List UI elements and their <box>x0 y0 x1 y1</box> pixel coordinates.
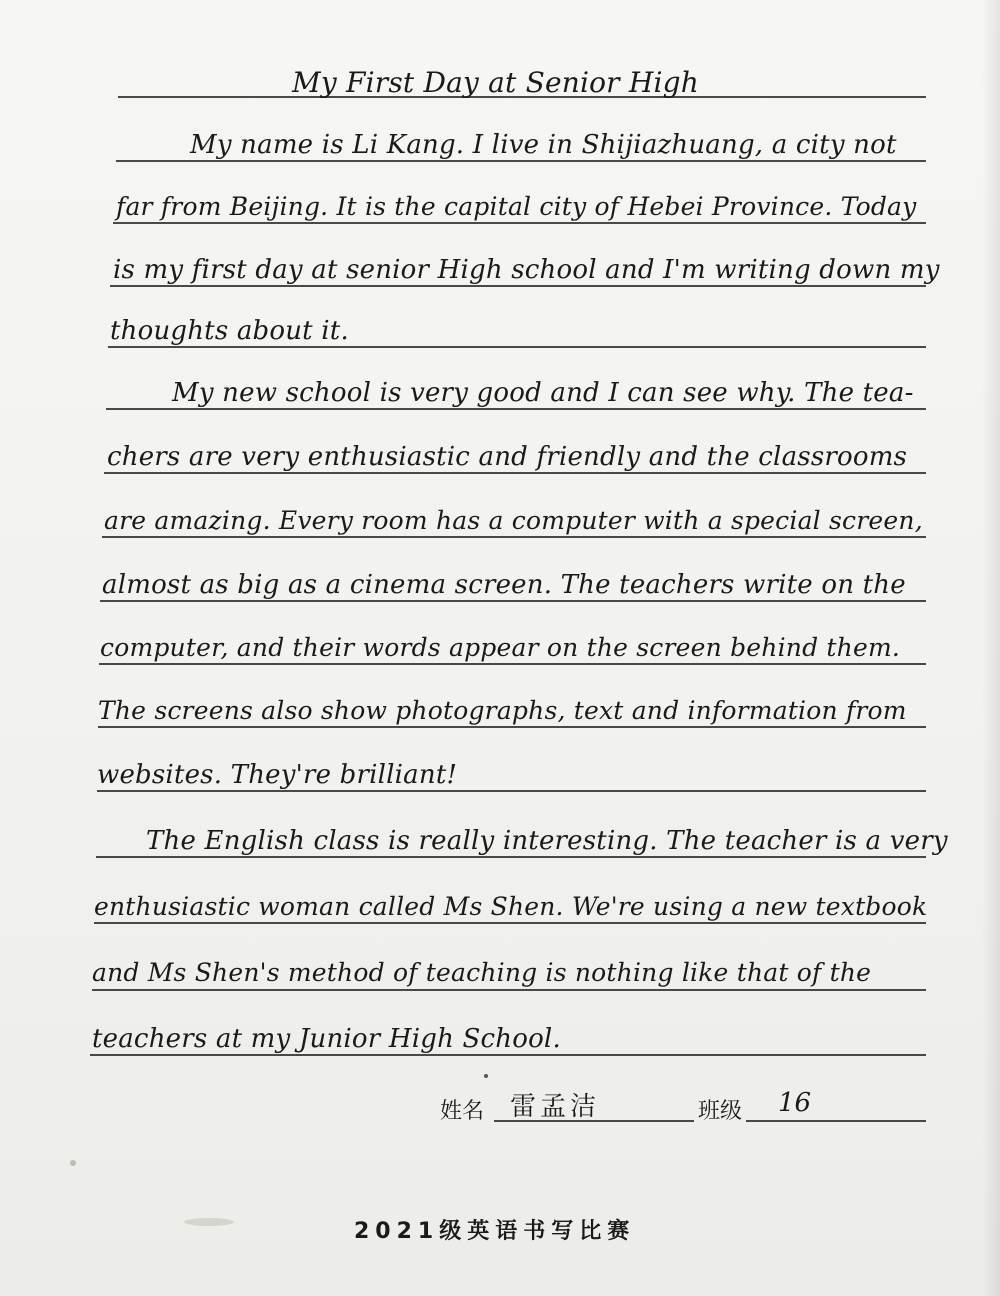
ruled-line <box>90 1054 926 1056</box>
student-name: 雷孟洁 <box>510 1092 601 1122</box>
class-label: 班级 <box>698 1099 743 1124</box>
essay-title: My First Day at Senior High <box>292 66 699 99</box>
essay-line: computer, and their words appear on the screen behind them. <box>100 633 901 662</box>
essay-line: are amazing. Every room has a computer with a special screen, <box>104 506 923 535</box>
ruled-line <box>94 922 926 924</box>
essay-line: The screens also show photographs, text and information from <box>98 696 907 725</box>
scan-speck <box>70 1160 76 1166</box>
page-edge-shadow <box>982 0 1000 1296</box>
essay-line: far from Beijing. It is the capital city of Hebei Province. Today <box>116 192 917 221</box>
essay-line: My new school is very good and I can see why. The tea- <box>172 378 914 408</box>
essay-line: chers are very enthusiastic and friendly and the classrooms <box>107 442 908 472</box>
ruled-line <box>99 663 926 665</box>
name-label: 姓名 <box>440 1099 485 1124</box>
essay-line: and Ms Shen's method of teaching is nothing like that of the <box>92 958 872 987</box>
essay-line: almost as big as a cinema screen. The teachers write on the <box>102 570 906 600</box>
ruled-line <box>116 160 926 162</box>
ruled-line <box>110 285 926 287</box>
ruled-line <box>102 536 926 538</box>
ruled-line <box>113 222 926 224</box>
class-underline <box>746 1120 926 1122</box>
essay-line: is my first day at senior High school and I'm writing down my <box>113 255 940 285</box>
scan-speck <box>484 1074 488 1078</box>
ruled-line <box>98 726 926 728</box>
essay-line: websites. They're brilliant! <box>97 760 458 790</box>
ruled-line <box>106 408 926 410</box>
contest-footer: 2021级英语书写比赛 <box>354 1219 636 1244</box>
essay-line: The English class is really interesting. The teacher is a very <box>146 826 948 856</box>
scan-speck <box>184 1218 234 1226</box>
ruled-line <box>100 600 926 602</box>
essay-line: teachers at my Junior High School. <box>92 1024 561 1054</box>
ruled-line <box>97 790 926 792</box>
ruled-line <box>104 472 926 474</box>
ruled-line <box>108 346 926 348</box>
essay-line: thoughts about it. <box>110 316 349 346</box>
ruled-line <box>92 989 926 991</box>
class-number: 16 <box>778 1088 812 1118</box>
essay-line: My name is Li Kang. I live in Shijiazhuang, a city not <box>190 130 897 160</box>
essay-line: enthusiastic woman called Ms Shen. We're using a new textbook <box>94 892 928 921</box>
ruled-line <box>96 856 926 858</box>
